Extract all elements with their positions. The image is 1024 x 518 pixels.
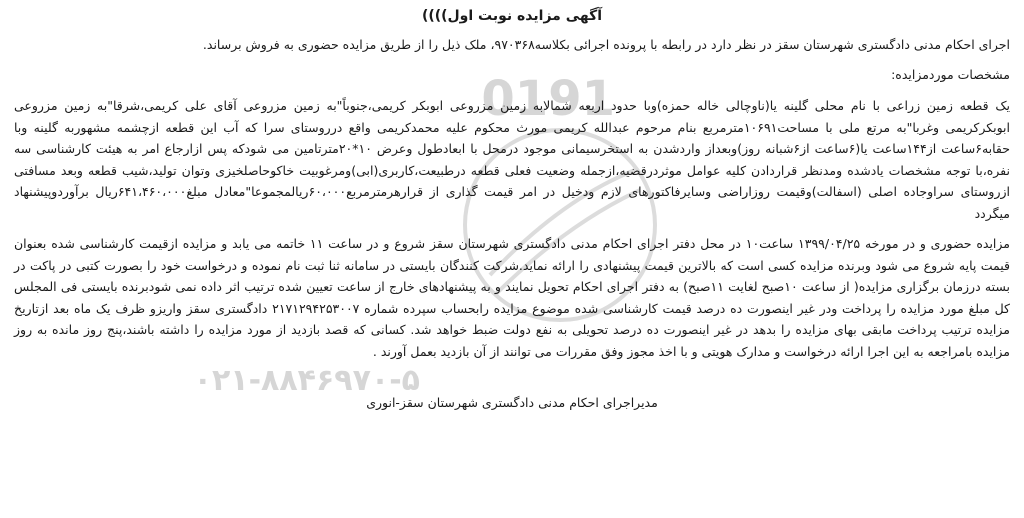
auction-terms: مزایده حضوری و در مورخه ۱۳۹۹/۰۴/۲۵ ساعت۱۰ در محل دفتر اجرای احکام مدنی دادگستری شهرستان سقز شروع و در ساعت ۱۱ خاتمه می یابد و مزایده ازقیمت کارشناسی شده بعنوان قیمت پایه شروع می شود وبرنده مزایده کسی است که بالاترین قیمت پیشنهادی را ارائه نماید.شرکت کنندگان بایستی در سامانه ثنا ثبت نام نموده و درخواست خود را بصورت کتبی در پاکت در بسته درزمان برگزاری مزایده( از ساعت ۱۰صبح لغایت ۱۱صبح) به دفتر اجرای احکام تحویل نمایند و به پیشنهادهای خارج از ساعت تعیین شده ترتیب اثر داده نمی شودبرنده بایستی فی المجلس کل مبلغ مورد مزایده را پرداخت ودر غیر اینصورت ده درصد قیمت کارشناسی شده موضوع مزایده رابحساب سپرده شماره ۲۱۷۱۲۹۴۲۵۳۰۰۷ دادگستری سقز واریزو ظرف یک ماه بعد ازتاریخ مزایده ترتیب پرداخت مابقی بهای مزایده را بدهد در غیر اینصورت ده درصد تحویلی به نفع دولت ضبط خواهد شد. کسانی که قصد بازدید از مورد مزایده را داشته باشند،پنج روز مانده به روز مزایده بامراجعه به این اجرا ارائه درخواست و مدارک هویتی و با اخذ مجوز وفق مقررات می توانند از آن بازدید بعمل آورند .: [14, 236, 1011, 359]
signature-line: مدیراجرای احکام مدنی دادگستری شهرستان سقز-انوری: [366, 395, 658, 410]
notice-title: آگهی مزایده نوبت اول)))): [421, 8, 603, 24]
intro-paragraph: اجرای احکام مدنی دادگستری شهرستان سقز در نظر دارد در رابطه با پرونده اجرائی بکلاسه۹۷۰۳۶۸، ملک ذیل را از طریق مزایده حضوری به فروش برساند.: [202, 37, 1010, 52]
svg-text:۰۲۱-۸۸۴۶۹۷۰-۵: ۰۲۱-۸۸۴۶۹۷۰-۵: [193, 363, 420, 398]
specs-heading: مشخصات موردمزایده:: [891, 66, 1010, 82]
property-description: یک قطعه زمین زراعی با نام محلی گلینه یا(ناوچالی خاله حمزه)وبا حدود اربعه شمالابه زمین مزروعی ابوبکر کریمی،جنوباً"به زمین مزروعی آقای علی کریمی،شرقا"به زمین مزروعی ابوبکرکریمی وغربا"به مرتع ملی با مساحت۱۰۶۹۱مترمربع بنام مرحوم عبدالله کریمی مورث محکوم علیه محمدکریمی واقع درروستای سرا که آب این قطعه ازچشمه مشهوربه گلینه وبا حقابه۶ساعت از۱۴۴ساعت یا(۶ساعت از۶شبانه روز)وبعداز واردشدن به استخرسیمانی موجود درمحل با ابعادطول وعرض ۱۰*۲۰مترتامین می شودکه پس ازارجاع امر به هیئت کارشناسی سه نفره،با توجه مشخصات یادشده ومدنظر قراردادن کلیه عوامل موثردرقضیه،ازجمله وضعیت فعلی قطعه درطبیعت،کاربری(ابی)ومرغوبیت خاکوحاصلخیزی وتوان تولید،شیب قطعه وبعد مسافتی ازروستای سراوجاده اصلی (اسفالت)وقیمت روزاراضی وسایرفاکتورهای لازم ودخیل در امر قیمت گذاری از قرارهرمترمربع۶۰،۰۰۰ریالمجموعا"معادل مبلغ۶۴۱،۴۶۰،۰۰۰ریال برآوردوپیشنهاد میگردد: [14, 98, 1011, 221]
svg-text:0191: 0191: [481, 71, 615, 127]
